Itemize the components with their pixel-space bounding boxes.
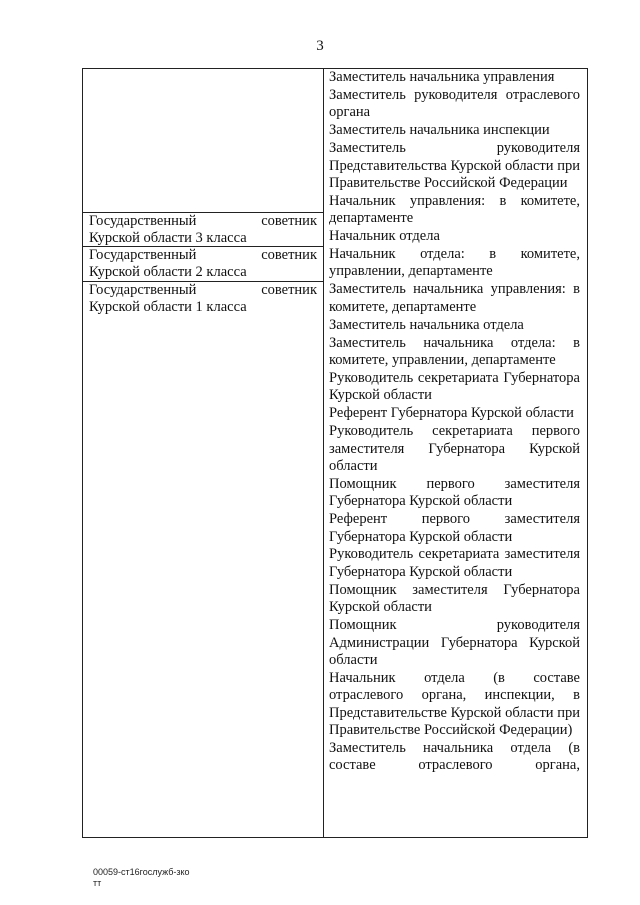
- rank-word: Государственный: [89, 282, 197, 298]
- rank-class: Курской области 1 класса: [89, 299, 247, 315]
- page-number: 3: [316, 38, 324, 54]
- position-item: Заместитель начальника отдела: в комитете, управлении, департаменте: [329, 334, 580, 368]
- rank-word: Государственный: [89, 247, 197, 263]
- rank-class: Курской области 2 класса: [89, 264, 247, 280]
- rank-word: советник: [261, 247, 317, 263]
- position-item: Начальник отдела: [329, 228, 440, 245]
- position-item: Руководитель секретариата Губернатора Курской области: [329, 369, 580, 404]
- rank-cell-1: [89, 282, 317, 316]
- position-item: Референт Губернатора Курской области: [329, 405, 574, 422]
- position-item: Руководитель секретариата заместителя Губернатора Курской области: [329, 546, 580, 580]
- position-item: Начальник управления: в комитете, департаменте: [329, 192, 580, 227]
- rank-word: советник: [261, 282, 317, 298]
- positions-table: [82, 68, 588, 838]
- position-item: Заместитель начальника управления: в комитете, департаменте: [329, 281, 580, 315]
- position-item: Заместитель начальника управления: [329, 69, 555, 85]
- position-item: Помощник руководителя Администрации Губернатора Курской области: [329, 617, 580, 668]
- position-item: Помощник заместителя Губернатора Курской области: [329, 581, 580, 616]
- rank-word: советник: [261, 213, 317, 229]
- position-item: Начальник отдела (в составе отраслевого органа, инспекции, в Представительстве Курской области при Правительстве Российской Федерации): [329, 669, 580, 739]
- position-item: Помощник первого заместителя Губернатора Курской области: [329, 475, 580, 510]
- footer-suffix: тт: [93, 878, 102, 888]
- rank-class: Курской области 3 класса: [89, 230, 247, 246]
- position-item: Заместитель начальника инспекции: [329, 122, 550, 139]
- positions-column: [329, 69, 580, 775]
- rank-cell-2: [89, 247, 317, 281]
- position-item: Руководитель секретариата первого заместителя Губернатора Курской области: [329, 423, 580, 474]
- document-footer: [93, 867, 190, 889]
- position-item: Референт первого заместителя Губернатора Курской области: [329, 511, 580, 545]
- position-item: Заместитель начальника отдела (в составе отраслевого органа,: [329, 739, 580, 774]
- position-item: Заместитель руководителя отраслевого органа: [329, 86, 580, 121]
- position-item: Заместитель начальника отдела: [329, 316, 524, 333]
- rank-word: Государственный: [89, 213, 197, 229]
- column-divider: [323, 69, 324, 837]
- position-item: Начальник отдела: в комитете, управлении, департаменте: [329, 246, 580, 280]
- position-item: Заместитель руководителя Представительства Курской области при Правительстве Российской Федерации: [329, 140, 580, 191]
- footer-code: 00059-ст16гослужб-зко: [93, 867, 190, 877]
- rank-cell-3: [89, 213, 317, 247]
